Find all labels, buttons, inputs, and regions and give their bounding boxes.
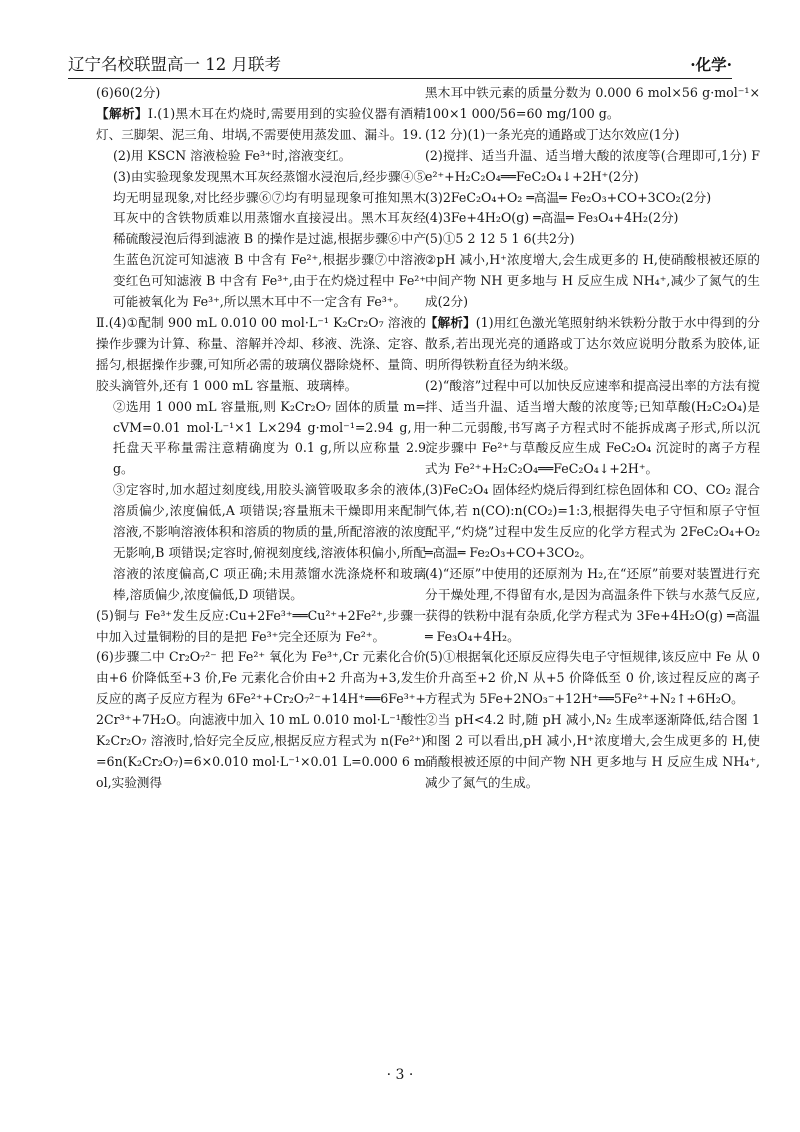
- explanation-part-6: (6)步骤二中 Cr₂O₇²⁻ 把 Fe²⁺ 氧化为 Fe³⁺,Cr 元素化合价由+6 价降低至+3 价,Fe 元素化合价由+2 升高为+3,发生反应的离子反应方程为 6Fe²⁺+Cr₂O₇²⁻+14H⁺══6Fe³⁺+2Cr³⁺+7H₂O。向滤液中加入 10 mL 0.010 mol·L⁻¹酸性 K₂Cr₂O₇ 溶液时,恰好完全反应,根据反应方程式为 n(Fe²⁺)=6n(K₂Cr₂O₇)=6×0.010 mol·L⁻¹×0.01 L=0.000 6 mol,实验测得: [96, 649, 426, 790]
- explanation-label: 【解析】: [425, 314, 476, 330]
- explanation-part-I-1: 【解析】Ⅰ.(1)黑木耳在灼烧时,需要用到的实验仪器有酒精灯、三脚架、泥三角、坩埚,不需要使用蒸发皿、漏斗。: [96, 105, 427, 142]
- question-19-answer-1: 19. (12 分)(1)一条光亮的通路或丁达尔效应(1分): [425, 125, 760, 146]
- explanation-continuation: 黑木耳中铁元素的质量分数为 0.000 6 mol×56 g·mol⁻¹×100×1 000/56=60 mg/100 g。: [425, 85, 760, 121]
- explanation-part-II-4-2: ②选用 1 000 mL 容量瓶,则 K₂Cr₂O₇ 固体的质量 m=cVM=0.01 mol·L⁻¹×1 L×294 g·mol⁻¹=2.94 g,用托盘天平称量需注意精确度为 0.1 g,所以应称量 2.9 g。: [113, 398, 426, 477]
- explanation-19-2: (2)“酸溶”过程中可以加快反应速率和提高浸出率的方法有搅拌、适当升温、适当增大酸的浓度等;已知草酸(H₂C₂O₄)是一种二元弱酸,书写离子方程式时不能拆成离子形式,所以沉淀步骤中 Fe²⁺与草酸反应生成 FeC₂O₄ 沉淀时的离子方程式为 Fe²⁺+H₂C₂O₄══FeC₂O₄↓+2H⁺。: [425, 377, 760, 477]
- explanation-part-I-2: (2)用 KSCN 溶液检验 Fe³⁺时,溶液变红。: [113, 147, 352, 163]
- explanation-19-4: (4)“还原”中使用的还原剂为 H₂,在“还原”前要对装置进行充分干燥处理,不得留有水,是因为高温条件下铁与水蒸气反应,获得的铁粉中混有杂质,化学方程式为 3Fe+4H₂O(g) ═高温═ Fe₃O₄+4H₂。: [425, 565, 760, 644]
- explanation-19-3: (3)FeC₂O₄ 固体经灼烧后得到红棕色固体和 CO、CO₂ 混合气体,若 n(CO):n(CO₂)=1:3,根据得失电子守恒和原子守恒配平,“灼烧”过程中发生反应的化学方程式为 2FeC₂O₄+O₂ ═高温═ Fe₂O₃+CO+3CO₂。: [425, 482, 760, 560]
- explanation-label: 【解析】: [96, 105, 148, 121]
- explanation-part-II-4-1: Ⅱ.(4)①配制 900 mL 0.010 00 mol·L⁻¹ K₂Cr₂O₇ 溶液的操作步骤为计算、称量、溶解并冷却、移液、洗涤、定容、摇匀,根据操作步骤,可知所必需的玻璃仪器除烧杯、量筒、胶头滴管外,还有 1 000 mL 容量瓶、玻璃棒。: [96, 314, 426, 393]
- explanation-19-5a: (5)①根据氧化还原反应得失电子守恒规律,该反应中 Fe 从 0 价升高至+2 价,N 从+5 价降低至 0 价,该过程反应的离子方程式为 5Fe+2NO₃⁻+12H⁺══5Fe²⁺+N₂↑+6H₂O。: [425, 649, 760, 707]
- explanation-part-I-3: (3)由实验现象发现黑木耳灰经蒸馏水浸泡后,经步骤④⑤均无明显现象,对比经步骤⑥⑦均有明显现象可推知黑木耳灰中的含铁物质难以用蒸馏水直接浸出。黑木耳灰经稀硫酸浸泡后得到滤液 B 的操作是过滤,根据步骤⑥中产生蓝色沉淀可知滤液 B 中含有 Fe²⁺,根据步骤⑦中溶液变红色可知滤液 B 中含有 Fe³⁺,由于在灼烧过程中 Fe²⁺可能被氧化为 Fe³⁺,所以黑木耳中不一定含有 Fe³⁺。: [113, 168, 426, 310]
- explanation-19-5b: ②当 pH<4.2 时,随 pH 减小,N₂ 生成率逐渐降低,结合图 1 和图 2 可以看出,pH 减小,H⁺浓度增大,会生成更多的 H,使硝酸根被还原的中间产物 NH 更多地与 H 反应生成 NH₄⁺,减少了氮气的生成。: [425, 712, 760, 790]
- page-number: · 3 ·: [386, 1067, 414, 1083]
- explanation-part-5: (5)铜与 Fe³⁺发生反应:Cu+2Fe³⁺══Cu²⁺+2Fe²⁺,步骤一中加入过量铜粉的目的是把 Fe³⁺完全还原为 Fe²⁺。: [96, 607, 426, 644]
- right-column: [402, 83, 761, 794]
- explanation-part-II-4-3: ③定容时,加水超过刻度线,用胶头滴管吸取多余的液体,溶质偏少,浓度偏低,A 项错误;容量瓶未干燥即用来配制溶液,不影响溶液体积和溶质的物质的量,所配溶液的浓度无影响,B 项错误;定容时,俯视刻度线,溶液体积偏小,所配溶液的浓度偏高,C 项正确;未用蒸馏水洗涤烧杯和玻璃棒,溶质偏少,浓度偏低,D 项错误。: [113, 482, 426, 602]
- answer-6-score: (6)60(2分): [96, 85, 161, 100]
- page-header: [68, 52, 732, 79]
- question-19-answer-5a: (5)①5 2 12 5 1 6(共2分): [425, 231, 575, 247]
- question-19-answer-4: (4)3Fe+4H₂O(g) ═高温═ Fe₃O₄+4H₂(2分): [425, 210, 679, 226]
- question-number: 19.: [402, 126, 423, 142]
- exam-title: 辽宁名校联盟高一 12 月联考: [68, 55, 281, 74]
- question-19-answer-5b: ②pH 减小,H⁺浓度增大,会生成更多的 H,使硝酸根被还原的中间产物 NH 更多地与 H 反应生成 NH₄⁺,减少了氮气的生成(2分): [425, 252, 760, 310]
- question-19-answer-2: (2)搅拌、适当升温、适当增大酸的浓度等(合理即可,1分) Fe²⁺+H₂C₂O₄══FeC₂O₄↓+2H⁺(2分): [425, 147, 760, 184]
- question-19-answer-3: (3)2FeC₂O₄+O₂ ═高温═ Fe₂O₃+CO+3CO₂(2分): [425, 189, 712, 205]
- left-column: [96, 83, 426, 794]
- subject-label: ·化学·: [690, 55, 732, 74]
- explanation-19-1: 【解析】(1)用红色激光笔照射纳米铁粉分散于水中得到的分散系,若出现光亮的通路或丁达尔效应说明分散系为胶体,证明所得铁粉直径为纳米级。: [425, 314, 761, 372]
